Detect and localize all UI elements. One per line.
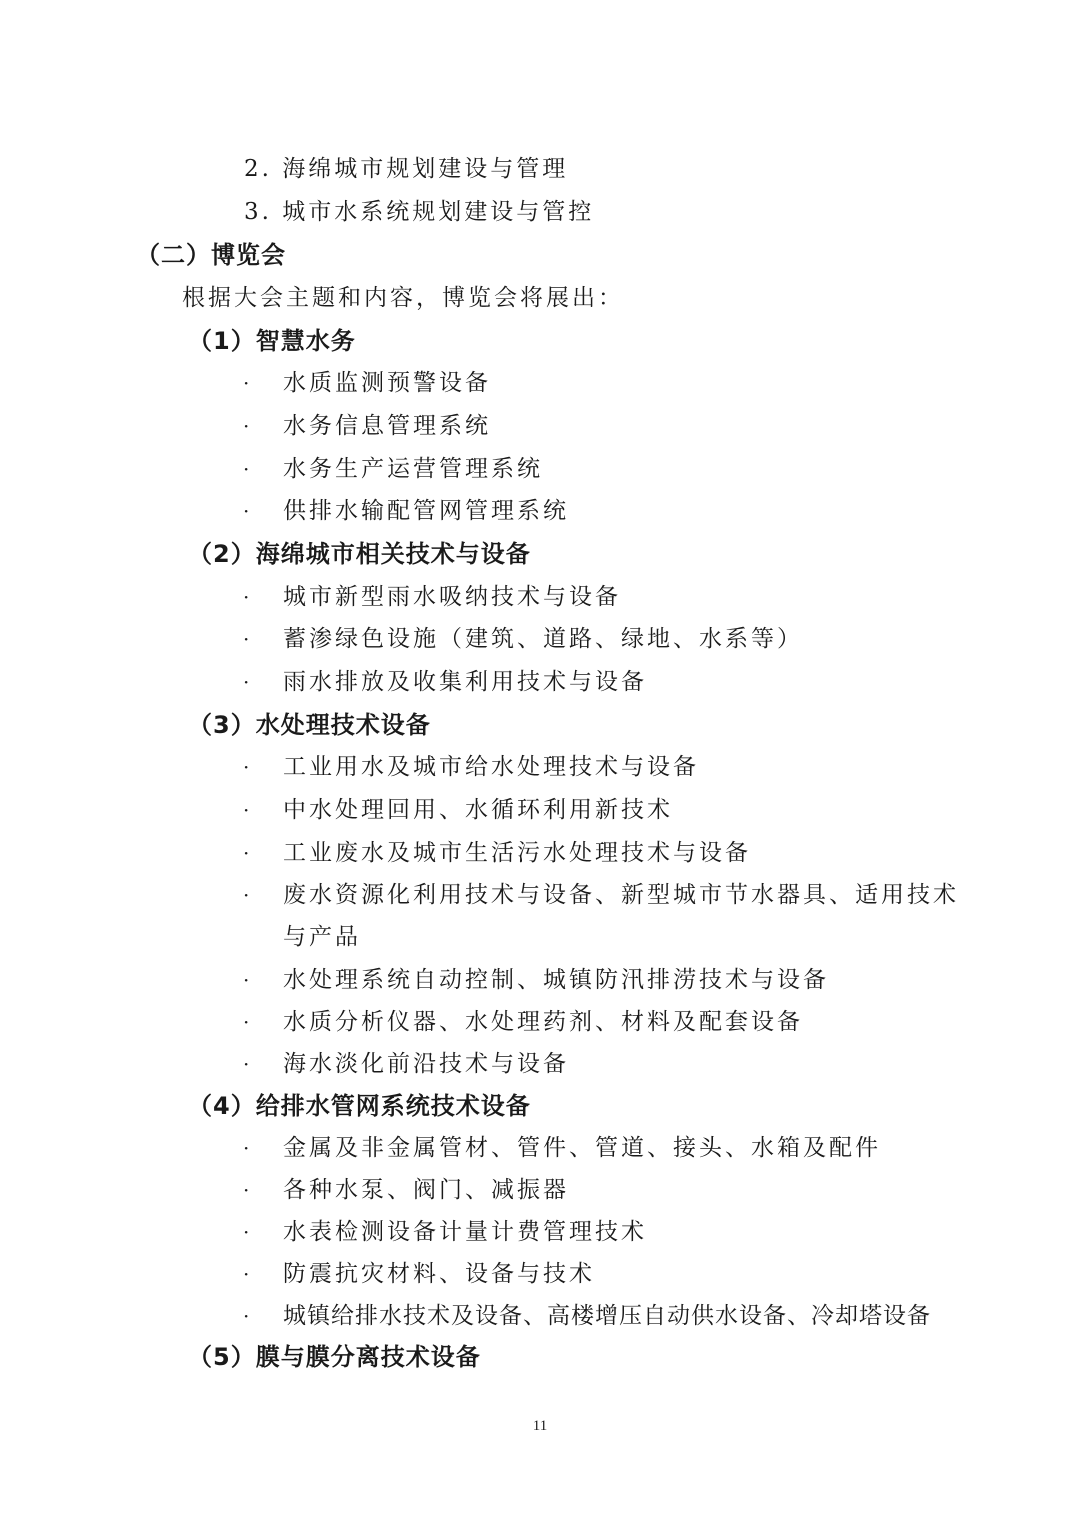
list-item-continuation: 与产品 — [283, 924, 361, 950]
bullet-icon: · — [243, 968, 250, 992]
list-item: 雨水排放及收集利用技术与设备 — [283, 669, 647, 695]
bullet-icon: · — [243, 798, 250, 822]
list-item: 防震抗灾材料、设备与技术 — [283, 1261, 595, 1287]
bullet-icon: · — [243, 1304, 250, 1328]
list-item: 工业用水及城市给水处理技术与设备 — [283, 754, 699, 780]
list-item-3: 3. 城市水系统规划建设与管控 — [244, 199, 595, 225]
list-item: 海水淡化前沿技术与设备 — [283, 1051, 569, 1077]
bullet-icon: · — [243, 585, 250, 609]
page-number: 11 — [532, 1418, 548, 1434]
bullet-icon: · — [243, 1220, 250, 1244]
list-item: 中水处理回用、水循环利用新技术 — [283, 797, 673, 823]
list-item: 水务生产运营管理系统 — [283, 456, 543, 482]
list-item-2: 2. 海绵城市规划建设与管理 — [244, 156, 569, 182]
list-item: 金属及非金属管材、管件、管道、接头、水箱及配件 — [283, 1135, 881, 1161]
bullet-icon: · — [243, 1262, 250, 1286]
category-title: （4）给排水管网系统技术设备 — [188, 1092, 531, 1120]
category-title: （2）海绵城市相关技术与设备 — [188, 540, 531, 568]
list-item: 蓄渗绿色设施（建筑、道路、绿地、水系等） — [283, 626, 803, 652]
section-heading: （二）博览会 — [136, 241, 286, 269]
list-item: 各种水泵、阀门、减振器 — [283, 1177, 569, 1203]
list-item: 水表检测设备计量计费管理技术 — [283, 1219, 647, 1245]
bullet-icon: · — [243, 371, 250, 395]
list-item: 工业废水及城市生活污水处理技术与设备 — [283, 840, 751, 866]
section-intro: 根据大会主题和内容，博览会将展出： — [182, 285, 624, 311]
bullet-icon: · — [243, 883, 250, 907]
list-item: 废水资源化利用技术与设备、新型城市节水器具、适用技术 — [283, 882, 959, 908]
bullet-icon: · — [243, 457, 250, 481]
category-title: （5）膜与膜分离技术设备 — [188, 1343, 481, 1371]
bullet-icon: · — [243, 1136, 250, 1160]
bullet-icon: · — [243, 1178, 250, 1202]
list-item: 水质分析仪器、水处理药剂、材料及配套设备 — [283, 1009, 803, 1035]
list-item: 水质监测预警设备 — [283, 370, 491, 396]
bullet-icon: · — [243, 841, 250, 865]
bullet-icon: · — [243, 1052, 250, 1076]
category-title: （1）智慧水务 — [188, 327, 356, 355]
list-item: 水务信息管理系统 — [283, 413, 491, 439]
bullet-icon: · — [243, 1010, 250, 1034]
list-item: 城市新型雨水吸纳技术与设备 — [283, 584, 621, 610]
list-item: 城镇给排水技术及设备、高楼增压自动供水设备、冷却塔设备 — [283, 1303, 931, 1329]
bullet-icon: · — [243, 627, 250, 651]
bullet-icon: · — [243, 670, 250, 694]
bullet-icon: · — [243, 499, 250, 523]
bullet-icon: · — [243, 414, 250, 438]
bullet-icon: · — [243, 755, 250, 779]
list-item: 供排水输配管网管理系统 — [283, 498, 569, 524]
list-item: 水处理系统自动控制、城镇防汛排涝技术与设备 — [283, 967, 829, 993]
category-title: （3）水处理技术设备 — [188, 711, 431, 739]
